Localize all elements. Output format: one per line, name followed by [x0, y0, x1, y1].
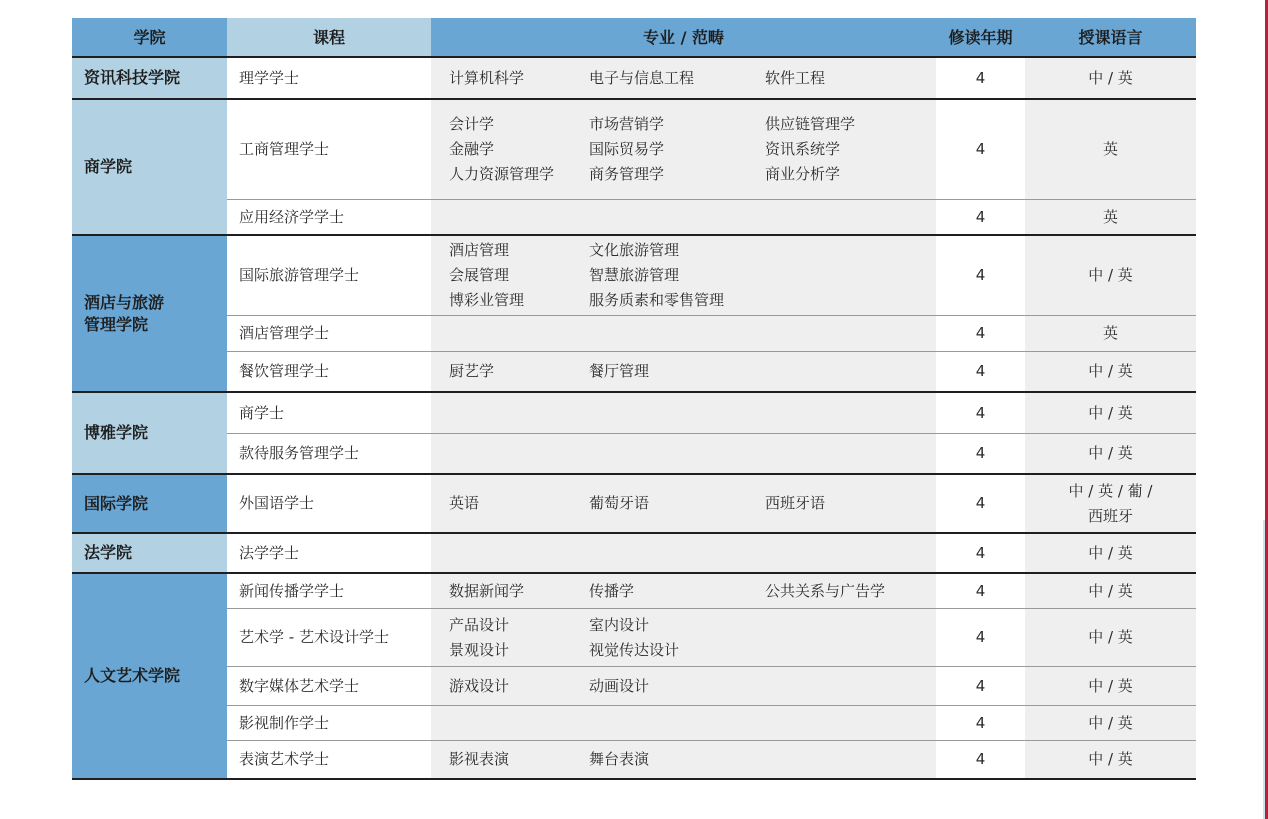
college-liberal-arts: 博雅学院	[72, 393, 227, 475]
specialization-item: 供应链管理学	[765, 115, 856, 133]
language-value	[1025, 236, 1196, 316]
specialization-item: 服务质素和零售管理	[589, 291, 725, 309]
specialization-item: 产品设计	[449, 615, 510, 634]
specialization-cell	[765, 236, 936, 316]
language-value	[1025, 667, 1196, 706]
specialization-item: 厨艺学	[449, 362, 495, 380]
years-value: 4	[936, 100, 1025, 200]
specialization-cell	[765, 58, 936, 100]
years-value: 4	[936, 475, 1025, 534]
header-specialization: 专业 / 范畴	[431, 18, 936, 58]
specialization-item: 会展管理	[449, 266, 510, 284]
specialization-item: 公共关系与广告学	[765, 581, 886, 600]
specialization-cell	[589, 236, 765, 316]
specialization-cell	[589, 534, 765, 574]
specialization-cell	[765, 609, 936, 667]
course-name: 工商管理学士	[227, 100, 431, 200]
specialization-cell	[765, 706, 936, 741]
specialization-cell	[765, 534, 936, 574]
specialization-cell	[431, 609, 589, 667]
specialization-item: 文化旅游管理	[589, 241, 680, 259]
specialization-item: 资讯系统学	[765, 140, 841, 158]
specialization-item: 葡萄牙语	[589, 494, 650, 512]
years-value: 4	[936, 534, 1025, 574]
years-value: 4	[936, 609, 1025, 667]
years-value: 4	[936, 667, 1025, 706]
specialization-item: 金融学	[449, 140, 495, 158]
specialization-item: 动画设计	[589, 676, 650, 695]
specialization-item: 景观设计	[449, 640, 510, 659]
course-name: 影视制作学士	[227, 706, 431, 741]
course-name: 数字媒体艺术学士	[227, 667, 431, 706]
specialization-item: 餐厅管理	[589, 362, 650, 380]
college-hospitality	[72, 236, 227, 393]
specialization-item: 舞台表演	[589, 750, 650, 768]
specialization-cell	[431, 200, 589, 236]
specialization-cell	[589, 58, 765, 100]
college-international: 国际学院	[72, 475, 227, 534]
specialization-cell	[431, 706, 589, 741]
specialization-cell	[431, 236, 589, 316]
specialization-item: 游戏设计	[449, 676, 510, 695]
specialization-cell	[765, 741, 936, 780]
header-course: 课程	[227, 18, 431, 58]
specialization-item: 计算机科学	[449, 68, 525, 87]
language-value	[1025, 741, 1196, 780]
specialization-cell	[765, 574, 936, 609]
language-value	[1025, 706, 1196, 741]
specialization-item: 室内设计	[589, 615, 650, 634]
language-line: 中 / 英	[1088, 713, 1133, 732]
language-line: 中 / 英	[1088, 266, 1133, 284]
language-line: 中 / 英	[1088, 628, 1133, 646]
years-value: 4	[936, 741, 1025, 780]
specialization-cell	[589, 741, 765, 780]
specialization-item: 市场营销学	[589, 115, 665, 133]
header-language: 授课语言	[1025, 18, 1196, 58]
specialization-cell	[589, 316, 765, 352]
specialization-cell	[765, 200, 936, 236]
header-college: 学院	[72, 18, 227, 58]
years-value: 4	[936, 574, 1025, 609]
language-value	[1025, 574, 1196, 609]
years-value: 4	[936, 236, 1025, 316]
specialization-cell	[589, 200, 765, 236]
college-it: 资讯科技学院	[72, 58, 227, 100]
language-line: 中 / 英	[1088, 676, 1133, 695]
course-name: 艺术学 - 艺术设计学士	[227, 609, 431, 667]
programs-table	[72, 18, 1196, 782]
specialization-item: 电子与信息工程	[589, 68, 695, 87]
language-value	[1025, 534, 1196, 574]
specialization-cell	[431, 534, 589, 574]
language-value	[1025, 475, 1196, 534]
page-edge-accent-light	[1263, 520, 1265, 819]
course-name: 餐饮管理学士	[227, 352, 431, 393]
specialization-item: 商业分析学	[765, 165, 841, 183]
language-line: 中 / 英	[1088, 362, 1133, 380]
years-value: 4	[936, 352, 1025, 393]
specialization-item: 人力资源管理学	[449, 165, 555, 183]
specialization-item: 西班牙语	[765, 494, 826, 512]
specialization-cell	[431, 475, 589, 534]
specialization-item: 视觉传达设计	[589, 640, 680, 659]
course-name: 款待服务管理学士	[227, 434, 431, 475]
college-hospitality-line1: 酒店与旅游	[84, 292, 165, 312]
specialization-cell	[765, 393, 936, 434]
course-name: 国际旅游管理学士	[227, 236, 431, 316]
language-line: 中 / 英	[1088, 543, 1133, 562]
language-value	[1025, 200, 1196, 236]
specialization-item: 会计学	[449, 115, 495, 133]
years-value: 4	[936, 200, 1025, 236]
specialization-item: 商务管理学	[589, 165, 665, 183]
specialization-item: 数据新闻学	[449, 581, 525, 600]
language-line: 英	[1102, 140, 1118, 158]
language-line: 中 / 英	[1088, 581, 1133, 600]
language-value	[1025, 352, 1196, 393]
specialization-cell	[431, 316, 589, 352]
specialization-cell	[431, 574, 589, 609]
years-value: 4	[936, 434, 1025, 475]
language-value	[1025, 316, 1196, 352]
course-name: 商学士	[227, 393, 431, 434]
language-value	[1025, 609, 1196, 667]
language-value	[1025, 58, 1196, 100]
language-line: 中 / 英	[1088, 68, 1133, 87]
specialization-cell	[589, 352, 765, 393]
specialization-item: 影视表演	[449, 750, 510, 768]
language-line: 中 / 英 / 葡 /	[1068, 481, 1153, 500]
specialization-cell	[589, 667, 765, 706]
specialization-item: 酒店管理	[449, 241, 510, 259]
specialization-item: 传播学	[589, 581, 635, 600]
specialization-item: 英语	[449, 494, 480, 512]
specialization-cell	[765, 100, 936, 200]
language-line: 西班牙	[1087, 506, 1133, 525]
course-name: 理学学士	[227, 58, 431, 100]
years-value: 4	[936, 706, 1025, 741]
college-humanities: 人文艺术学院	[72, 574, 227, 780]
course-name: 酒店管理学士	[227, 316, 431, 352]
specialization-cell	[589, 475, 765, 534]
language-line: 中 / 英	[1088, 750, 1133, 768]
specialization-cell	[589, 100, 765, 200]
years-value: 4	[936, 316, 1025, 352]
header-years: 修读年期	[936, 18, 1025, 58]
specialization-cell	[589, 706, 765, 741]
college-business: 商学院	[72, 100, 227, 236]
specialization-cell	[589, 393, 765, 434]
course-name: 外国语学士	[227, 475, 431, 534]
language-value	[1025, 100, 1196, 200]
specialization-cell	[765, 352, 936, 393]
specialization-cell	[431, 434, 589, 475]
years-value: 4	[936, 393, 1025, 434]
language-line: 中 / 英	[1088, 444, 1133, 462]
specialization-cell	[765, 316, 936, 352]
specialization-cell	[765, 667, 936, 706]
specialization-item: 智慧旅游管理	[589, 266, 680, 284]
specialization-item: 软件工程	[765, 68, 826, 87]
specialization-cell	[765, 434, 936, 475]
specialization-cell	[431, 100, 589, 200]
course-name: 表演艺术学士	[227, 741, 431, 780]
language-line: 英	[1102, 324, 1118, 342]
specialization-cell	[431, 393, 589, 434]
language-line: 英	[1102, 207, 1118, 226]
specialization-item: 国际贸易学	[589, 140, 665, 158]
course-name: 应用经济学学士	[227, 200, 431, 236]
college-hospitality-line2: 管理学院	[84, 314, 149, 334]
specialization-cell	[431, 58, 589, 100]
language-value	[1025, 434, 1196, 475]
course-name: 新闻传播学学士	[227, 574, 431, 609]
specialization-cell	[765, 475, 936, 534]
course-name: 法学学士	[227, 534, 431, 574]
specialization-cell	[589, 574, 765, 609]
specialization-cell	[589, 434, 765, 475]
college-law: 法学院	[72, 534, 227, 574]
specialization-cell	[431, 352, 589, 393]
language-line: 中 / 英	[1088, 403, 1133, 422]
specialization-cell	[431, 667, 589, 706]
specialization-cell	[589, 609, 765, 667]
specialization-item: 博彩业管理	[449, 291, 525, 309]
language-value	[1025, 393, 1196, 434]
specialization-cell	[431, 741, 589, 780]
years-value: 4	[936, 58, 1025, 100]
